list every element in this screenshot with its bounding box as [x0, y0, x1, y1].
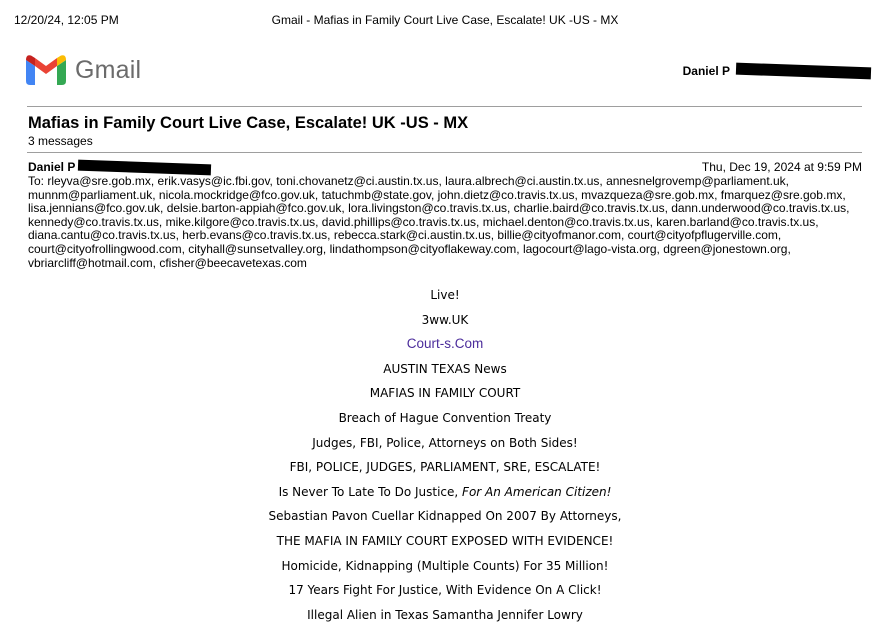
- body-line: FBI, POLICE, JUDGES, PARLIAMENT, SRE, ESCALATE!: [289, 460, 601, 475]
- message-body: [0, 286, 890, 630]
- gmail-logo: [26, 54, 141, 86]
- body-line: AUSTIN TEXAS News: [383, 361, 507, 376]
- print-page-title: Gmail - Mafias in Family Court Live Case, Escalate! UK -US - MX: [271, 13, 619, 27]
- body-line: MAFIAS IN FAMILY COURT: [369, 386, 521, 401]
- sender-name: Daniel P: [28, 160, 76, 174]
- divider: [27, 106, 862, 107]
- body-line: 17 Years Fight For Justice, With Evidence On A Click!: [288, 583, 602, 598]
- body-line: 3ww.UK: [421, 312, 469, 327]
- body-line: Homicide, Kidnapping (Multiple Counts) For 35 Million!: [281, 558, 609, 573]
- print-datetime: 12/20/24, 12:05 PM: [14, 13, 119, 27]
- thread-subject: Mafias in Family Court Live Case, Escalate! UK -US - MX: [28, 114, 469, 132]
- recipients-list: To: rleyva@sre.gob.mx, erik.vasys@ic.fbi.gov, toni.chovanetz@ci.austin.tx.us, laura.albrech@ci.austin.tx.us, annesnelgrovemp@parliament.uk, munnm@parliament.uk, nicola.mockridge@fco.gov.uk, tatuchmb@state.gov, john.dietz@co.travis.tx.us, mvazqueza@sre.gob.mx, fmarquez@sre.gob.mx, lisa.jennians@fco.gov.uk, delsie.barton-appiah@fco.gov.uk, lora.livingston@co.travis.tx.us, charlie.baird@co.travis.tx.us, dann.underwood@co.travis.tx.us, kennedy@co.travis.tx.us, mike.kilgore@co.travis.tx.us, david.phillips@co.travis.tx.us, michael.denton@co.travis.tx.us, karen.barland@co.travis.tx.us, diana.cantu@co.travis.tx.us, herb.evans@co.travis.tx.us, rebecca.stark@ci.austin.tx.us, billie@cityofmanor.com, court@cityofpflugerville.com, court@cityofrollingwood.com, cityhall@sunsetvalley.org, lindathompson@cityoflakeway.com, lagocourt@lago-vista.org, dgreen@jonestown.org, vbriarcliff@hotmail.com, cfisher@beecavetexas.com: [28, 174, 850, 270]
- body-line: Sebastian Pavon Cuellar Kidnapped On 2007 By Attorneys,: [268, 509, 622, 524]
- sender: [28, 160, 211, 174]
- body-line: THE MAFIA IN FAMILY COURT EXPOSED WITH EVIDENCE!: [276, 533, 614, 548]
- body-line: Live!: [430, 288, 460, 302]
- body-line: Illegal Alien in Texas Samantha Jennifer Lowry: [307, 607, 583, 622]
- redaction-bar: [736, 63, 871, 80]
- court-s-link[interactable]: Court-s.Com: [406, 336, 484, 352]
- body-line-text: Is Never To Late To Do Justice,: [278, 484, 463, 499]
- account-name-text: Daniel P: [682, 64, 730, 78]
- account-name: [683, 64, 871, 78]
- gmail-m-icon: [26, 55, 66, 85]
- message-header: [28, 160, 862, 174]
- message-date: Thu, Dec 19, 2024 at 9:59 PM: [701, 160, 862, 174]
- body-line-emphasis: For An American Citizen!: [462, 484, 612, 499]
- gmail-wordmark: Gmail: [75, 55, 142, 84]
- message-count: 3 messages: [28, 134, 93, 148]
- print-header: [0, 13, 890, 29]
- body-line: [0, 483, 890, 508]
- divider: [27, 152, 862, 153]
- body-line: Judges, FBI, Police, Attorneys on Both Sides!: [312, 435, 578, 450]
- redaction-bar: [78, 159, 211, 175]
- body-line: Breach of Hague Convention Treaty: [338, 410, 552, 425]
